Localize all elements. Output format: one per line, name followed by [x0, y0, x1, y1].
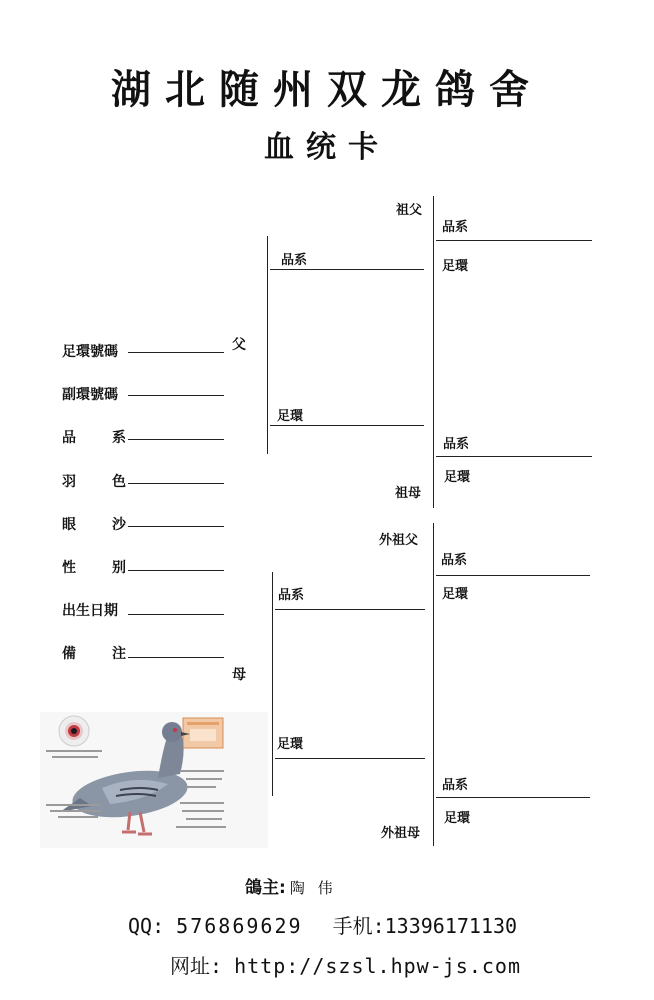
mother-breed-label: 品系 — [278, 588, 305, 603]
father-breed-line[interactable] — [270, 269, 424, 270]
sub-ring-number-line[interactable] — [128, 395, 224, 396]
feather-color-label-b: 色 — [112, 474, 126, 490]
sex-label — [62, 557, 126, 577]
mother-breed-line[interactable] — [275, 609, 425, 610]
mother-bracket — [272, 572, 273, 796]
feather-color-line[interactable] — [128, 483, 224, 484]
breed-label — [62, 427, 126, 447]
breed-line[interactable] — [128, 439, 224, 440]
sex-label-b: 别 — [112, 560, 126, 576]
pigeon-illustration — [40, 712, 268, 848]
website-label: 网址: — [170, 954, 223, 978]
maternal-grandmother-breed-line[interactable] — [436, 797, 590, 798]
maternal-grandfather-breed-line[interactable] — [436, 575, 590, 576]
father-ring-line[interactable] — [270, 425, 424, 426]
maternal-grandparents-bracket — [433, 523, 434, 846]
eye-sign-line[interactable] — [128, 526, 224, 527]
maternal-grandmother-ring-label: 足環 — [444, 811, 471, 826]
grandmother-breed-line[interactable] — [436, 456, 592, 457]
grandmother-ring-label: 足環 — [444, 470, 471, 485]
maternal-grandmother-label: 外祖母 — [381, 826, 421, 841]
breed-label-b: 系 — [112, 430, 126, 446]
pigeon-photo — [40, 712, 268, 848]
page-title: 湖北随州双龙鸽舍 — [111, 66, 543, 113]
mother-label: 母 — [232, 667, 246, 683]
ring-number-line[interactable] — [128, 352, 224, 353]
pigeon-head — [162, 722, 182, 742]
contact-line — [128, 910, 517, 939]
remarks-line[interactable] — [128, 657, 224, 658]
owner-line — [245, 873, 337, 898]
ring-number-label: 足環號碼 — [62, 344, 118, 360]
grandfather-breed-label: 品系 — [442, 220, 469, 235]
owner-name: 陶 伟 — [289, 879, 337, 897]
sub-ring-number-label: 副環號碼 — [62, 387, 118, 403]
grandfather-ring-label: 足環 — [442, 259, 469, 274]
website-line — [170, 950, 521, 979]
grandfather-breed-line[interactable] — [436, 240, 592, 241]
maternal-grandfather-label: 外祖父 — [379, 533, 419, 548]
birth-date-label: 出生日期 — [62, 603, 118, 619]
grandmother-breed-label: 品系 — [443, 437, 470, 452]
feather-color-label — [62, 471, 126, 491]
website-link[interactable]: http://szsl.hpw-js.com — [234, 954, 521, 978]
phone-label: 手机: — [332, 914, 385, 938]
maternal-grandmother-breed-label: 品系 — [442, 778, 469, 793]
sex-line[interactable] — [128, 570, 224, 571]
eye-sign-label-b: 沙 — [112, 517, 126, 533]
grandfather-label: 祖父 — [396, 203, 423, 218]
mother-ring-label: 足環 — [277, 737, 304, 752]
father-ring-label: 足環 — [277, 409, 304, 424]
eye-pupil — [71, 728, 77, 734]
sex-label-a: 性 — [62, 560, 76, 576]
eye-sign-label-a: 眼 — [62, 517, 76, 533]
birth-date-line[interactable] — [128, 614, 224, 615]
owner-label: 鴿主: — [245, 878, 286, 898]
feather-color-label-a: 羽 — [62, 474, 76, 490]
qq-number: 576869629 — [176, 914, 303, 938]
maternal-grandfather-ring-label: 足環 — [442, 587, 469, 602]
father-label: 父 — [232, 337, 246, 353]
breed-label-a: 品 — [62, 430, 76, 446]
remarks-label-b: 注 — [112, 646, 126, 662]
mother-ring-line[interactable] — [275, 758, 425, 759]
qq-label: QQ: — [128, 914, 165, 938]
father-breed-label: 品系 — [281, 253, 308, 268]
phone-number: 13396171130 — [384, 914, 518, 938]
page-subtitle: 血统卡 — [264, 130, 390, 165]
maternal-grandfather-breed-label: 品系 — [441, 553, 468, 568]
remarks-label-a: 備 — [62, 646, 76, 662]
father-bracket — [267, 236, 268, 454]
remarks-label — [62, 643, 126, 663]
eye-sign-label — [62, 514, 126, 534]
grandparents-bracket — [433, 196, 434, 508]
grandmother-label: 祖母 — [395, 486, 422, 501]
